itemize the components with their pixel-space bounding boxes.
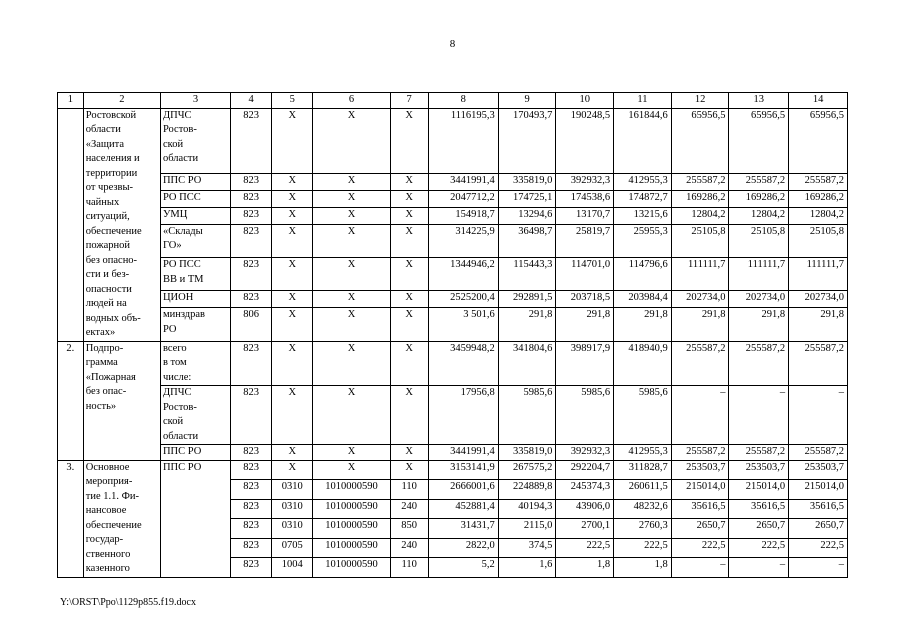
program-title-line: водных объ- [85,312,141,324]
cell-c7: Х [390,308,428,341]
cell-c4: 823 [231,558,272,578]
cell-c10: 190248,5 [556,108,614,173]
program-title-line: территории [85,167,138,179]
cell-c6: Х [313,173,390,190]
cell-c12: 253503,7 [671,460,729,480]
cell-c5: Х [272,207,313,224]
cell-c7: 240 [390,538,428,558]
cell-c7: Х [390,108,428,173]
cell-c10: 43906,0 [556,499,614,519]
cell-c14: – [789,558,848,578]
cell-c6: 1010000590 [313,538,390,558]
cell-c7: Х [390,207,428,224]
cell-c14: 25105,8 [789,224,848,257]
program-title-line: Ростовской [85,109,137,121]
cell-c12: – [671,558,729,578]
cell-c12: 202734,0 [671,291,729,308]
cell-c13: 202734,0 [729,291,789,308]
table-row [58,190,848,207]
cell-c4: 823 [231,258,272,291]
footer-file-path: Y:\ORST\Ppo\1129p855.f19.docx [60,597,196,608]
activity-title-line: тие 1.1. Фи- [85,490,140,502]
cell-c11: 412955,3 [614,445,672,461]
cell-c5: 0705 [272,538,313,558]
cell-c7: Х [390,460,428,480]
column-number-6: 6 [313,93,390,109]
cell-c5: Х [272,445,313,461]
cell-c6: 1010000590 [313,480,390,500]
executor [160,445,230,461]
executor-line: Ростов- [162,124,197,135]
cell-c9: 1,6 [498,558,556,578]
cell-c13: 215014,0 [729,480,789,500]
program-title-line: чайных [85,196,120,208]
cell-c14: 253503,7 [789,460,848,480]
executor [160,108,230,173]
cell-c7: 110 [390,558,428,578]
column-number-13: 13 [729,93,789,109]
activity-title-line: государ- [85,534,124,545]
executor-line: области [162,153,199,164]
cell-c12: 111111,7 [671,258,729,291]
cell-c12: 65956,5 [671,108,729,173]
cell-c12: 222,5 [671,538,729,558]
program-title-line: населения и [85,153,140,164]
cell-c7: 110 [390,480,428,500]
cell-c12: 12804,2 [671,207,729,224]
cell-c11: 25955,3 [614,224,672,257]
column-number-5: 5 [272,93,313,109]
cell-c8: 2047712,2 [428,190,498,207]
cell-c9: 2115,0 [498,519,556,539]
activity-title-line: обеспечение [85,519,142,531]
executor-line: ППС РО [162,174,202,186]
row-number: 3. [58,460,84,577]
activity-title [83,460,160,577]
cell-c8: 5,2 [428,558,498,578]
cell-c6: Х [313,190,390,207]
cell-c12: – [671,386,729,445]
column-number-4: 4 [231,93,272,109]
cell-c9: 335819,0 [498,445,556,461]
cell-c6: Х [313,207,390,224]
cell-c5: Х [272,386,313,445]
executor-line: РО ПСС [162,191,201,203]
subprogram-title-line: Подпро- [85,342,124,354]
cell-c8: 1344946,2 [428,258,498,291]
cell-c9: 224889,8 [498,480,556,500]
cell-c9: 170493,7 [498,108,556,173]
cell-c5: Х [272,224,313,257]
cell-c4: 823 [231,173,272,190]
table-row [58,341,848,386]
cell-c14: 2650,7 [789,519,848,539]
column-number-8: 8 [428,93,498,109]
cell-c5: Х [272,108,313,173]
cell-c5: 1004 [272,558,313,578]
cell-c4: 823 [231,386,272,445]
cell-c5: 0310 [272,480,313,500]
cell-c8: 314225,9 [428,224,498,257]
cell-c6: Х [313,308,390,341]
executor [160,341,230,386]
activity-title-line: ственного [85,548,131,560]
column-number-3: 3 [160,93,230,109]
executor-line: области [162,430,199,442]
column-number-2: 2 [83,93,160,109]
cell-c8: 1116195,3 [428,108,498,173]
cell-c12: 255587,2 [671,173,729,190]
cell-c4: 823 [231,460,272,480]
cell-c14: 215014,0 [789,480,848,500]
cell-c10: 398917,9 [556,341,614,386]
cell-c6: Х [313,224,390,257]
cell-c7: Х [390,173,428,190]
cell-c10: 1,8 [556,558,614,578]
cell-c13: 222,5 [729,538,789,558]
header-row [58,93,848,109]
cell-c6: Х [313,386,390,445]
cell-c6: 1010000590 [313,499,390,519]
executor-line: ской [162,416,184,427]
executor-line: в том [162,357,187,368]
executor-line: ВВ и ТМ [162,273,204,285]
cell-c8: 2666001,6 [428,480,498,500]
cell-c4: 823 [231,538,272,558]
cell-c5: Х [272,460,313,480]
program-title-line: «Защита [85,138,124,150]
executor-line: ЦИОН [162,292,194,304]
cell-c7: Х [390,190,428,207]
cell-c13: 291,8 [729,308,789,341]
executor-line: всего [162,342,187,354]
cell-c7: Х [390,258,428,291]
row-number [58,108,84,341]
cell-c9: 174725,1 [498,190,556,207]
table-row [58,386,848,445]
cell-c4: 823 [231,341,272,386]
executor [160,291,230,308]
cell-c13: 111111,7 [729,258,789,291]
cell-c11: 2760,3 [614,519,672,539]
cell-c5: Х [272,258,313,291]
cell-c9: 267575,2 [498,460,556,480]
column-number-10: 10 [556,93,614,109]
column-number-9: 9 [498,93,556,109]
cell-c8: 2525200,4 [428,291,498,308]
cell-c11: 114796,6 [614,258,672,291]
cell-c5: Х [272,341,313,386]
program-title-line: от чрезвы- [85,182,134,193]
cell-c13: 253503,7 [729,460,789,480]
cell-c4: 823 [231,480,272,500]
cell-c10: 292204,7 [556,460,614,480]
cell-c13: – [729,386,789,445]
cell-c12: 2650,7 [671,519,729,539]
executor [160,308,230,341]
table-row [58,258,848,291]
cell-c7: Х [390,445,428,461]
cell-c9: 5985,6 [498,386,556,445]
cell-c9: 335819,0 [498,173,556,190]
cell-c11: 48232,6 [614,499,672,519]
cell-c5: 0310 [272,499,313,519]
cell-c14: – [789,386,848,445]
cell-c10: 114701,0 [556,258,614,291]
executor [160,190,230,207]
cell-c11: 161844,6 [614,108,672,173]
cell-c10: 291,8 [556,308,614,341]
table-row [58,173,848,190]
program-title-line: людей на [85,298,127,309]
cell-c14: 255587,2 [789,341,848,386]
cell-c11: 203984,4 [614,291,672,308]
cell-c13: 255587,2 [729,341,789,386]
cell-c11: 418940,9 [614,341,672,386]
cell-c9: 292891,5 [498,291,556,308]
cell-c13: – [729,558,789,578]
executor [160,207,230,224]
cell-c6: Х [313,460,390,480]
cell-c10: 5985,6 [556,386,614,445]
cell-c12: 255587,2 [671,445,729,461]
cell-c9: 115443,3 [498,258,556,291]
cell-c14: 202734,0 [789,291,848,308]
cell-c11: 260611,5 [614,480,672,500]
cell-c10: 392932,3 [556,445,614,461]
executor-line: ППС РО [162,446,202,457]
cell-c9: 36498,7 [498,224,556,257]
cell-c5: 0310 [272,519,313,539]
cell-c7: 240 [390,499,428,519]
cell-c8: 3441991,4 [428,173,498,190]
cell-c14: 291,8 [789,308,848,341]
cell-c10: 174538,6 [556,190,614,207]
program-title-line: пожарной [85,240,130,251]
cell-c11: 222,5 [614,538,672,558]
cell-c13: 255587,2 [729,173,789,190]
cell-c8: 452881,4 [428,499,498,519]
table-body [58,93,848,578]
cell-c13: 12804,2 [729,207,789,224]
cell-c6: Х [313,341,390,386]
table-row [58,207,848,224]
cell-c10: 245374,3 [556,480,614,500]
cell-c10: 2700,1 [556,519,614,539]
cell-c14: 65956,5 [789,108,848,173]
subprogram-title-line: ность» [85,400,117,412]
activity-title-line: Основное [85,461,130,473]
page-number: 8 [449,38,456,50]
executor-line: Ростов- [162,401,197,413]
cell-c8: 3441991,4 [428,445,498,461]
cell-c10: 392932,3 [556,173,614,190]
cell-c5: Х [272,173,313,190]
budget-table [57,92,848,578]
executor [160,173,230,190]
cell-c8: 2822,0 [428,538,498,558]
cell-c6: Х [313,445,390,461]
cell-c8: 3 501,6 [428,308,498,341]
program-title-line: без опасно- [85,254,138,266]
cell-c14: 169286,2 [789,190,848,207]
cell-c4: 823 [231,207,272,224]
executor-line: ГО» [162,240,182,252]
cell-c6: Х [313,108,390,173]
table-row [58,445,848,461]
table-row [58,308,848,341]
column-number-7: 7 [390,93,428,109]
table-row [58,108,848,173]
cell-c4: 823 [231,519,272,539]
cell-c4: 823 [231,445,272,461]
cell-c13: 169286,2 [729,190,789,207]
program-title [83,108,160,341]
cell-c7: Х [390,341,428,386]
cell-c8: 17956,8 [428,386,498,445]
cell-c13: 255587,2 [729,445,789,461]
program-title-line: обеспечение [85,225,142,237]
cell-c4: 823 [231,291,272,308]
table-row [58,460,848,480]
executor-line: РО [162,323,177,335]
cell-c6: Х [313,291,390,308]
cell-c8: 3459948,2 [428,341,498,386]
cell-c8: 3153141,9 [428,460,498,480]
executor-line: числе: [162,371,192,383]
cell-c14: 111111,7 [789,258,848,291]
subprogram-title-line: «Пожарная [85,371,136,383]
column-number-12: 12 [671,93,729,109]
executor-line: ППС РО [162,461,202,473]
cell-c10: 222,5 [556,538,614,558]
cell-c12: 35616,5 [671,499,729,519]
cell-c9: 374,5 [498,538,556,558]
cell-c5: Х [272,190,313,207]
column-number-11: 11 [614,93,672,109]
cell-c14: 12804,2 [789,207,848,224]
executor [160,386,230,445]
subprogram-title [83,341,160,460]
cell-c12: 291,8 [671,308,729,341]
cell-c9: 341804,6 [498,341,556,386]
cell-c4: 823 [231,108,272,173]
executor-line: ской [162,138,184,150]
cell-c14: 255587,2 [789,445,848,461]
executor-line: минздрав [162,309,206,321]
cell-c5: Х [272,308,313,341]
cell-c10: 203718,5 [556,291,614,308]
cell-c11: 1,8 [614,558,672,578]
cell-c8: 31431,7 [428,519,498,539]
cell-c13: 25105,8 [729,224,789,257]
executor [160,460,230,577]
cell-c4: 823 [231,224,272,257]
cell-c11: 291,8 [614,308,672,341]
cell-c6: 1010000590 [313,558,390,578]
cell-c7: Х [390,386,428,445]
cell-c11: 5985,6 [614,386,672,445]
cell-c11: 311828,7 [614,460,672,480]
activity-title-line: казенного [85,563,130,574]
table-row [58,291,848,308]
table-row [58,224,848,257]
cell-c4: 806 [231,308,272,341]
cell-c8: 154918,7 [428,207,498,224]
cell-c7: Х [390,224,428,257]
cell-c12: 169286,2 [671,190,729,207]
executor-line: ДПЧС [162,387,192,398]
cell-c9: 13294,6 [498,207,556,224]
subprogram-title-line: грамма [85,357,118,368]
cell-c6: Х [313,258,390,291]
cell-c12: 215014,0 [671,480,729,500]
cell-c6: 1010000590 [313,519,390,539]
executor-line: УМЦ [162,208,188,220]
activity-title-line: мероприя- [85,476,133,487]
cell-c10: 25819,7 [556,224,614,257]
program-title-line: ситуаций, [85,211,130,222]
column-number-14: 14 [789,93,848,109]
cell-c12: 255587,2 [671,341,729,386]
cell-c13: 65956,5 [729,108,789,173]
executor-line: «Склады [162,225,203,237]
cell-c12: 25105,8 [671,224,729,257]
cell-c11: 13215,6 [614,207,672,224]
program-title-line: сти и без- [85,269,130,280]
cell-c10: 13170,7 [556,207,614,224]
executor [160,258,230,291]
program-title-line: опасности [85,283,132,295]
program-title-line: ектах» [85,327,116,338]
cell-c14: 255587,2 [789,173,848,190]
cell-c11: 174872,7 [614,190,672,207]
cell-c7: Х [390,291,428,308]
activity-title-line: нансовое [85,505,127,516]
cell-c14: 35616,5 [789,499,848,519]
cell-c4: 823 [231,499,272,519]
row-number: 2. [58,341,84,460]
cell-c7: 850 [390,519,428,539]
cell-c13: 2650,7 [729,519,789,539]
cell-c14: 222,5 [789,538,848,558]
executor [160,224,230,257]
cell-c9: 40194,3 [498,499,556,519]
column-number-1: 1 [58,93,84,109]
subprogram-title-line: без опас- [85,386,127,397]
cell-c13: 35616,5 [729,499,789,519]
cell-c11: 412955,3 [614,173,672,190]
program-title-line: области [85,124,121,135]
executor-line: РО ПСС [162,259,201,271]
executor-line: ДПЧС [162,109,192,121]
cell-c9: 291,8 [498,308,556,341]
cell-c5: Х [272,291,313,308]
cell-c4: 823 [231,190,272,207]
